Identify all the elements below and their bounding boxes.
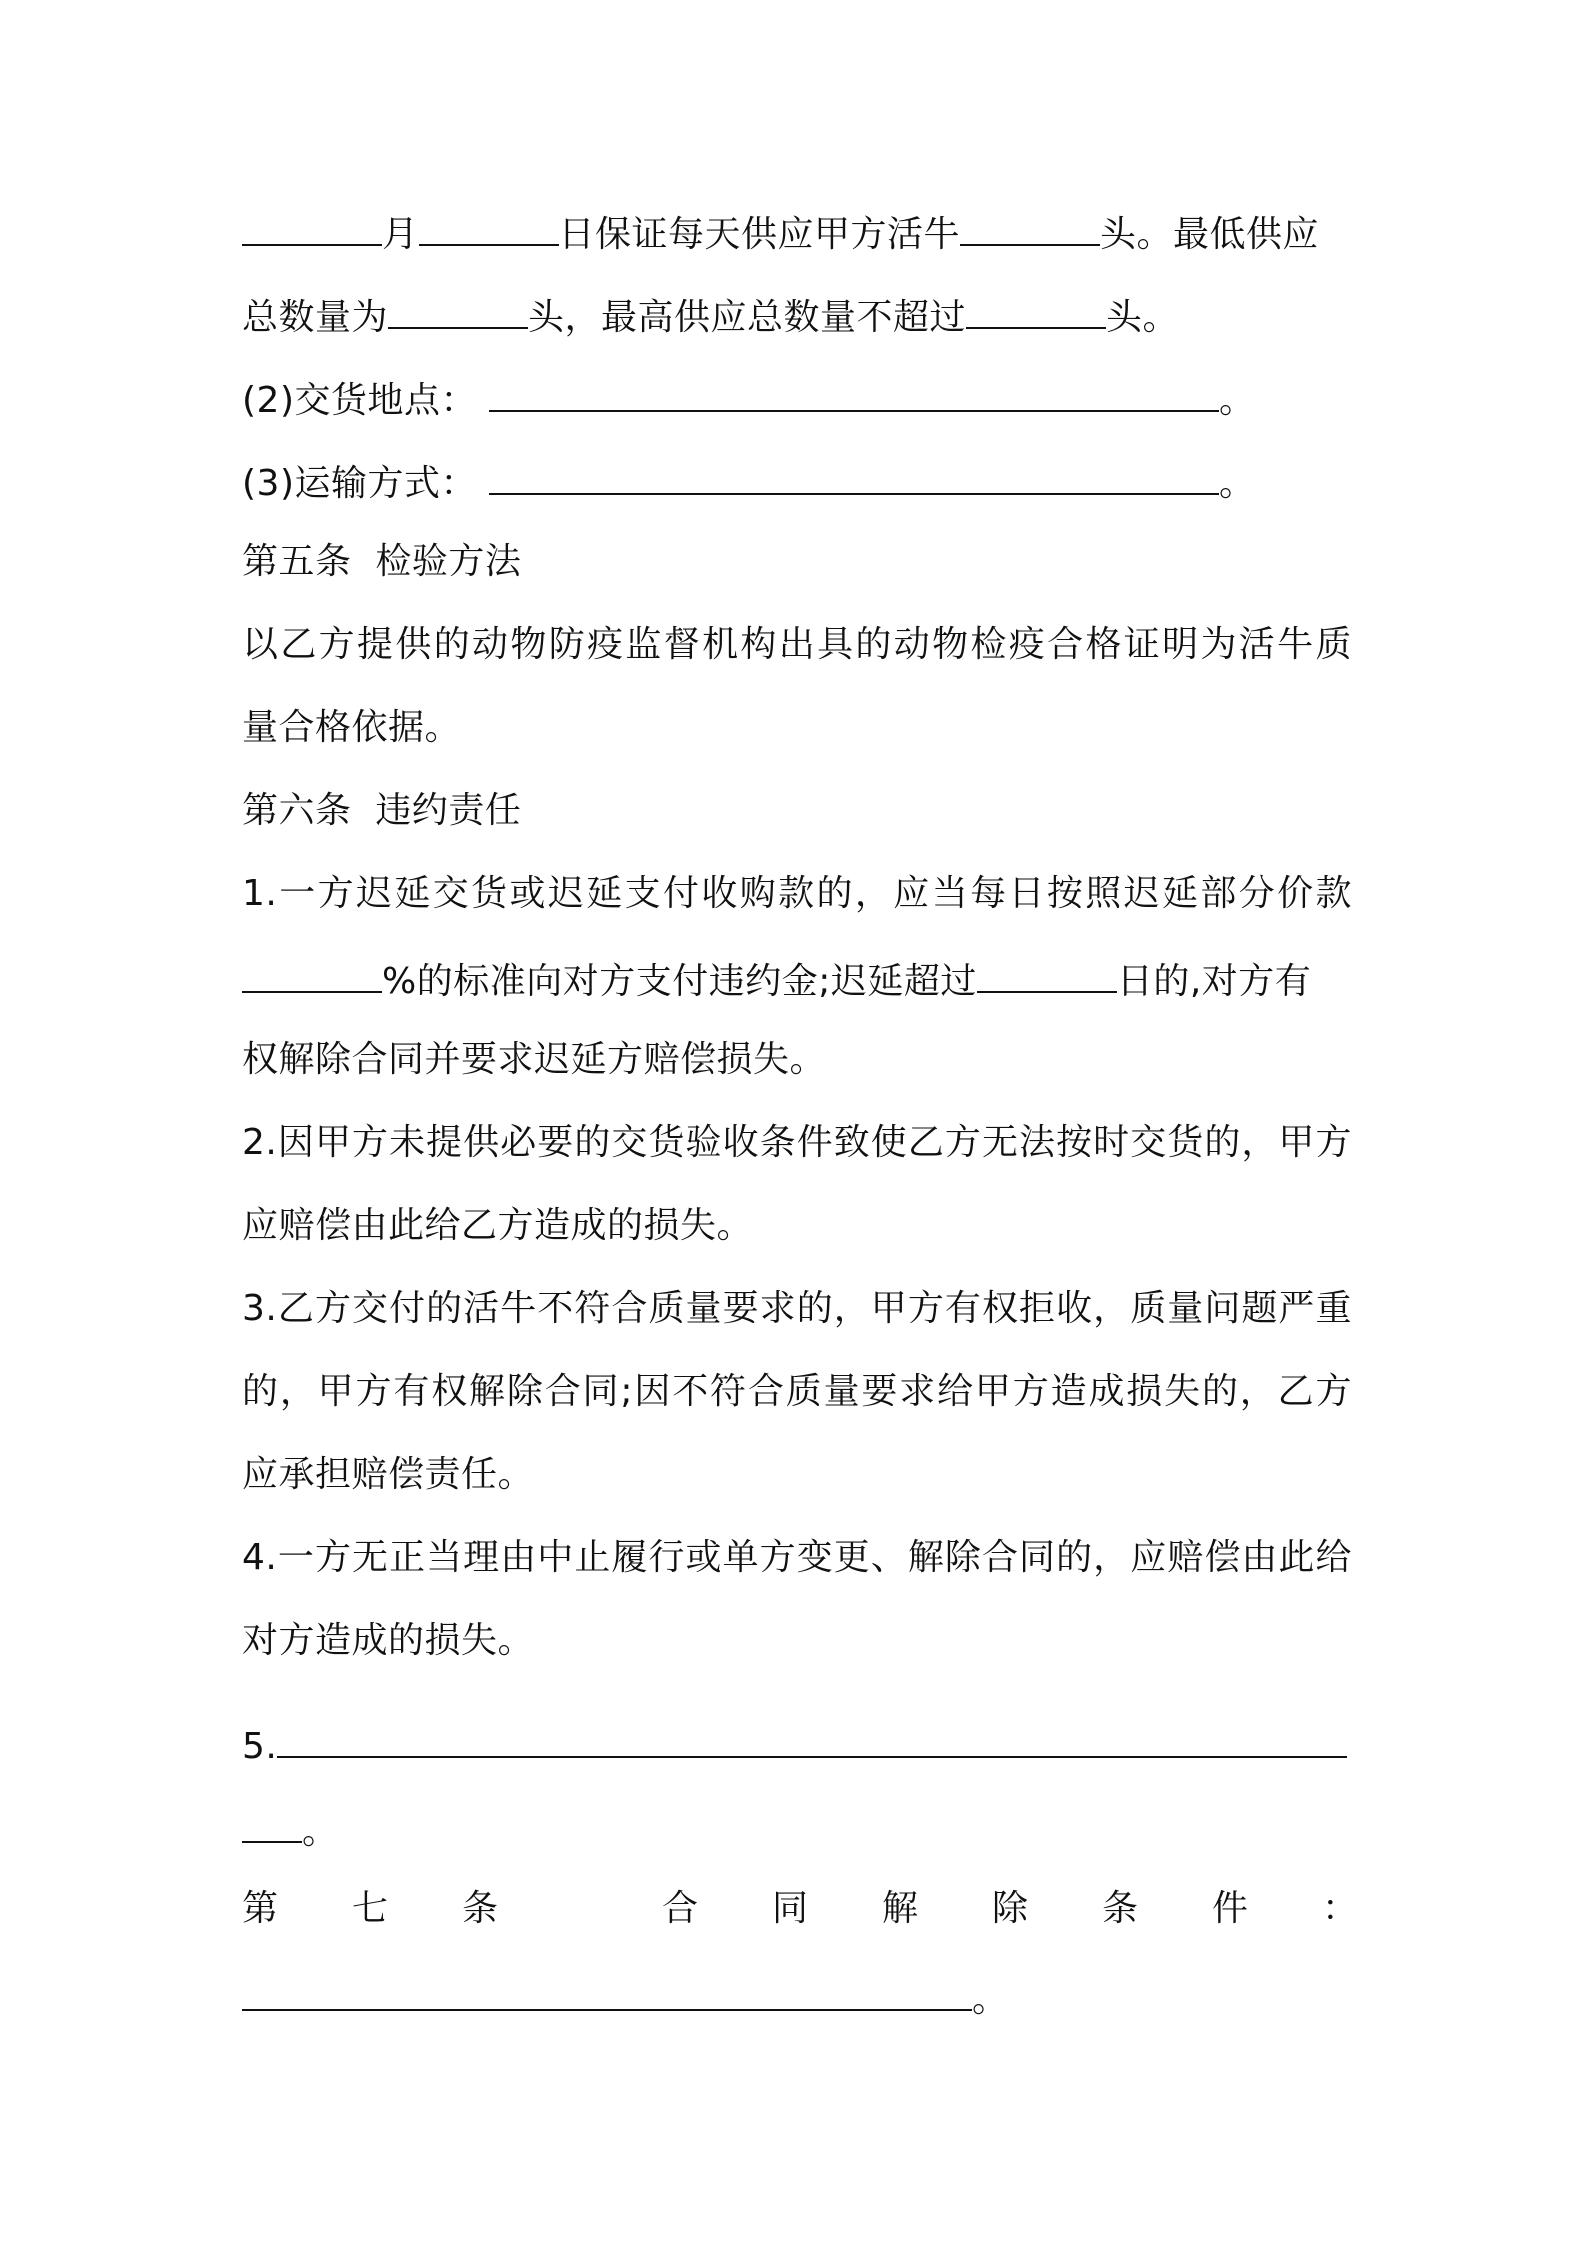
text-line-14: 3.乙方交付的活牛不符合质量要求的，甲方有权拒收，质量问题严重 (242, 1288, 1352, 1329)
section-heading-6: 第六条 违约责任 (242, 790, 522, 831)
text-line-18: 对方造成的损失。 (242, 1620, 535, 1661)
text-line-3 (242, 366, 1352, 426)
fill-blank (388, 283, 528, 329)
fill-blank (242, 1797, 302, 1843)
text-line-9: 1.一方迟延交货或迟延支付收购款的，应当每日按照迟延部分价款 (242, 873, 1352, 914)
heading-char: 七 (352, 1888, 389, 1929)
fill-blank (242, 200, 382, 246)
text-line-10 (242, 947, 1352, 1007)
text-segment: 。 (1218, 463, 1256, 504)
fill-blank (277, 1712, 1347, 1758)
heading-char: 除 (992, 1888, 1029, 1929)
text-segment: %的标准向对方支付违约金;迟延超过 (382, 961, 977, 1002)
text-segment: 。 (1218, 380, 1256, 421)
fill-blank (960, 200, 1100, 246)
text-line-1 (242, 200, 1352, 260)
text-line-16: 应承担赔偿责任。 (242, 1454, 535, 1495)
text-segment: 日的,对方有 (1116, 961, 1312, 1002)
text-segment: 头，最高供应总数量不超过 (528, 297, 967, 338)
text-line-13: 应赔偿由此给乙方造成的损失。 (242, 1205, 754, 1246)
heading-char: 件 (1212, 1888, 1249, 1929)
text-line-19 (242, 1712, 1352, 1772)
text-line-11: 权解除合同并要求迟延方赔偿损失。 (242, 1039, 827, 1080)
text-segment: 5. (242, 1726, 278, 1767)
heading-char: 条 (1102, 1888, 1139, 1929)
text-segment: 头。最低供应 (1100, 214, 1320, 255)
fill-blank (489, 366, 1219, 412)
text-segment: 总数量为 (242, 297, 389, 338)
text-line-2 (242, 283, 1352, 343)
text-line-6: 以乙方提供的动物防疫监督机构出具的动物检疫合格证明为活牛质 (242, 624, 1352, 665)
text-line-4 (242, 449, 1352, 509)
text-segment: 。 (972, 1979, 1009, 2020)
text-segment: 月 (382, 214, 419, 255)
fill-blank (242, 1965, 972, 2011)
text-segment: (3)运输方式： (242, 463, 477, 504)
text-line-12: 2.因甲方未提供必要的交货验收条件致使乙方无法按时交货的，甲方 (242, 1122, 1352, 1163)
section-heading-7 (242, 1879, 1359, 1939)
heading-char: ： (1322, 1888, 1359, 1929)
heading-char: 第 (242, 1888, 279, 1929)
text-line-22 (242, 1965, 1352, 2025)
text-segment: 日保证每天供应甲方活牛 (558, 214, 961, 255)
heading-char: 条 (462, 1888, 499, 1929)
heading-char: 合 (662, 1888, 699, 1929)
fill-blank (419, 200, 559, 246)
text-line-15: 的，甲方有权解除合同;因不符合质量要求给甲方造成损失的，乙方 (242, 1371, 1352, 1412)
text-segment: 头。 (1106, 297, 1180, 338)
text-segment: 。 (302, 1811, 339, 1852)
fill-blank (977, 947, 1117, 993)
text-segment: (2)交货地点： (242, 380, 477, 421)
section-heading-5: 第五条 检验方法 (242, 541, 522, 582)
heading-char: 同 (772, 1888, 809, 1929)
text-line-7: 量合格依据。 (242, 707, 462, 748)
fill-blank (966, 283, 1106, 329)
fill-blank (242, 947, 382, 993)
fill-blank (489, 449, 1219, 495)
heading-char: 解 (882, 1888, 919, 1929)
text-line-20 (242, 1797, 1352, 1857)
text-line-17: 4.一方无正当理由中止履行或单方变更、解除合同的，应赔偿由此给 (242, 1537, 1352, 1578)
